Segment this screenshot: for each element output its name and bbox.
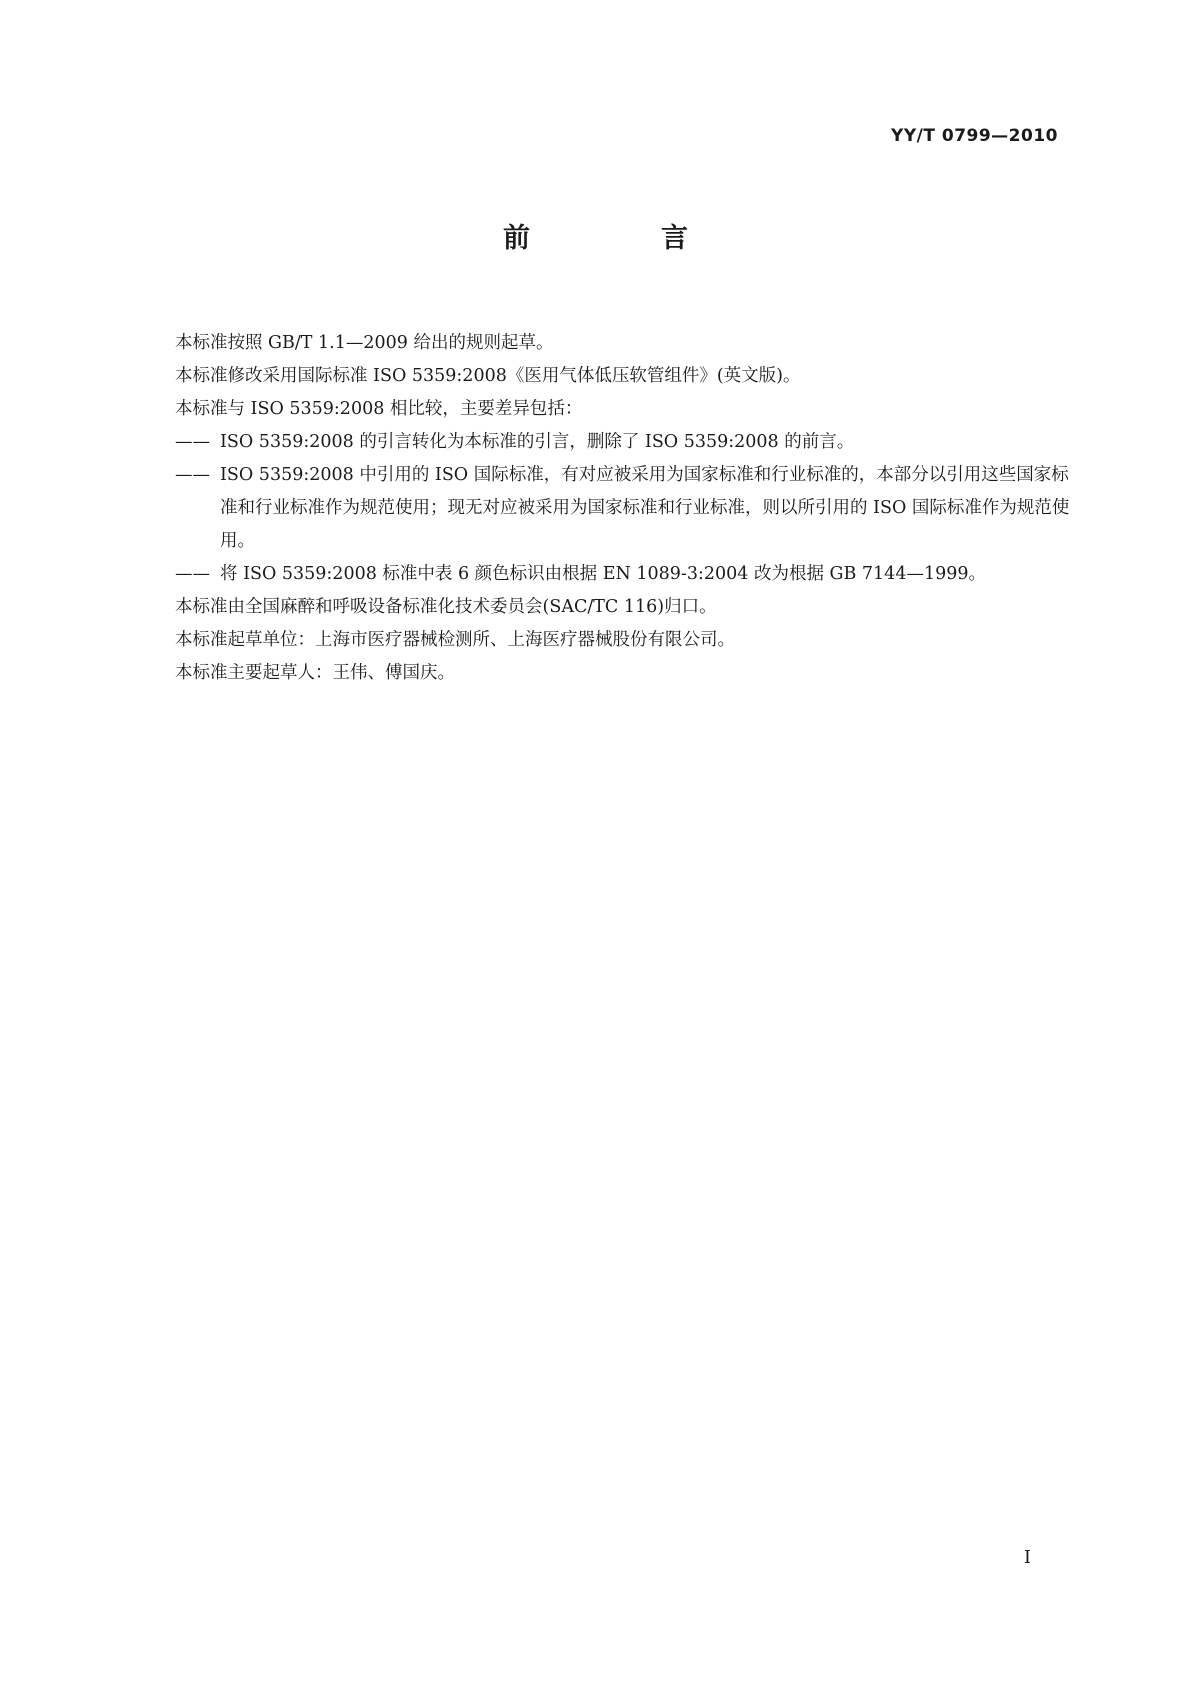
difference-item: [175, 426, 1070, 459]
document-body: [175, 327, 1070, 690]
paragraph-drafting-units: 本标准起草单位：上海市医疗器械检测所、上海医疗器械股份有限公司。: [175, 630, 735, 650]
paragraph-adoption: 本标准修改采用国际标准 ISO 5359:2008《医用气体低压软管组件》(英文版)。: [175, 366, 801, 386]
page-title: 前 言: [503, 223, 740, 254]
paragraph-drafting-rules: 本标准按照 GB/T 1.1—2009 给出的规则起草。: [175, 333, 554, 353]
difference-text: 将 ISO 5359:2008 标准中表 6 颜色标识由根据 EN 1089-3:2004 改为根据 GB 7144—1999。: [220, 564, 986, 584]
difference-item: [175, 558, 1070, 591]
paragraph-differences-intro: 本标准与 ISO 5359:2008 相比较，主要差异包括：: [175, 399, 583, 419]
standard-code: YY/T 0799—2010: [891, 126, 1058, 146]
difference-text: ISO 5359:2008 中引用的 ISO 国际标准，有对应被采用为国家标准和行业标准的，本部分以引用这些国家标准和行业标准作为规范使用；现无对应被采用为国家标准和行业标准，则以所引用的 ISO 国际标准作为规范使用。: [220, 465, 1070, 551]
paragraph-responsible-committee: 本标准由全国麻醉和呼吸设备标准化技术委员会(SAC/TC 116)归口。: [175, 597, 717, 617]
dash-marker: ——: [175, 564, 210, 584]
page-number: I: [1023, 1547, 1031, 1568]
difference-item: [175, 459, 1070, 558]
paragraph-drafters: 本标准主要起草人：王伟、傅国庆。: [175, 663, 455, 683]
difference-text: ISO 5359:2008 的引言转化为本标准的引言，删除了 ISO 5359:2008 的前言。: [220, 432, 855, 452]
dash-marker: ——: [175, 432, 210, 452]
dash-marker: ——: [175, 465, 210, 485]
